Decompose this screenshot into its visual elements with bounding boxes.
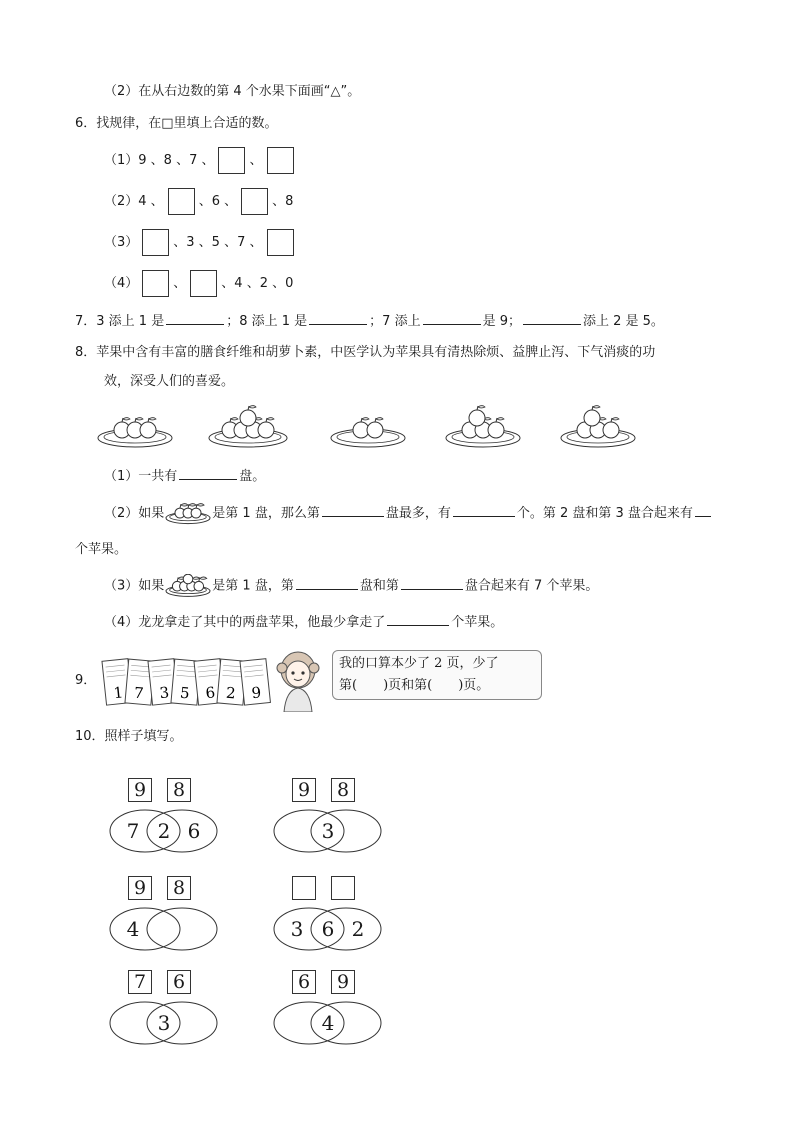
venn-mid-value: 2 — [157, 819, 171, 843]
answer-blank[interactable] — [322, 502, 384, 517]
page-number: 2 — [225, 683, 237, 703]
venn-item — [108, 778, 220, 858]
venn-left-value: 4 — [126, 917, 140, 941]
venn-left-value: 3 — [290, 917, 304, 941]
q8-p3-text-b: 是第 1 盘，第 — [212, 578, 294, 594]
page-number: 9 — [250, 683, 263, 703]
q6-p1-label: （1）9 、8 、7 、 — [104, 153, 215, 168]
notebook-page — [240, 659, 270, 705]
answer-box[interactable] — [142, 270, 169, 297]
q6-part3 — [104, 228, 298, 258]
q8-p2-text-d: 个。第 2 盘和第 3 盘合起来有 — [516, 506, 693, 521]
apple-plates-illustration — [90, 400, 650, 458]
venn-right-value: 6 — [187, 819, 201, 843]
answer-blank[interactable] — [309, 310, 367, 325]
venn-top-box: 6 — [167, 970, 191, 994]
q7-text-c: ；7 添上 — [369, 314, 421, 329]
q7-line — [75, 310, 664, 332]
q8-part2-cont: 个苹果。 — [75, 542, 128, 557]
q7-text-e: 添上 2 是 5。 — [582, 314, 664, 329]
answer-box[interactable] — [168, 188, 195, 215]
page-number: 1 — [112, 683, 125, 703]
q7-text-d: 是 9； — [482, 314, 521, 329]
q6-part1 — [104, 146, 298, 176]
venn-top-box: 8 — [167, 876, 191, 900]
answer-blank[interactable] — [423, 310, 481, 325]
q6-part4 — [104, 269, 293, 299]
bubble-line1: 我的口算本少了 2 页，少了 — [339, 656, 499, 671]
q8-p2-text-a: （2）如果 — [104, 506, 165, 521]
apple-icon — [488, 422, 504, 438]
q8-p4-text-a: （4）龙龙拿走了其中的两盘苹果，他最少拿走了 — [104, 615, 386, 630]
q10-title: 10．照样子填写。 — [75, 729, 183, 744]
q6-p3-label: （3） — [104, 235, 139, 250]
venn-top-box[interactable] — [331, 876, 355, 900]
answer-blank[interactable] — [695, 502, 711, 517]
q8-intro-line1: 8．苹果中含有丰富的膳食纤维和胡萝卜素，中医学认为苹果具有清热除烦、益脾止泻、下气消痰的功 — [75, 345, 656, 360]
q8-part2 — [104, 502, 713, 525]
bubble-line2: 第( )页和第( )页。 — [339, 678, 490, 693]
venn-top-box: 9 — [128, 778, 152, 802]
q7-text-a: 7．3 添上 1 是 — [75, 314, 165, 329]
venn-top-box: 9 — [128, 876, 152, 900]
mini-plate-icon — [164, 574, 212, 598]
q8-p1-text-end: 盘。 — [239, 469, 266, 484]
answer-blank[interactable] — [523, 310, 581, 325]
q8-p2-text-b: 是第 1 盘，那么第 — [212, 506, 320, 521]
girl-icon — [268, 648, 330, 712]
answer-box[interactable] — [142, 229, 169, 256]
page-number: 3 — [158, 683, 171, 703]
q5-part2: （2）在从右边数的第 4 个水果下面画“△”。 — [104, 84, 361, 99]
q8-part1 — [104, 465, 265, 487]
venn-item — [108, 876, 220, 956]
answer-box[interactable] — [267, 147, 294, 174]
venn-mid-value: 6 — [321, 917, 335, 941]
venn-item — [272, 876, 384, 956]
apple-icon — [258, 422, 274, 438]
separator: 、 — [173, 276, 187, 291]
venn-top-box: 8 — [331, 778, 355, 802]
apple-icon — [183, 574, 193, 584]
apple-icon — [240, 410, 256, 426]
venn-top-box: 9 — [331, 970, 355, 994]
venn-right-value: 2 — [351, 917, 365, 941]
q8-p3-text-c: 盘和第 — [359, 578, 399, 594]
answer-box[interactable] — [190, 270, 217, 297]
apple-icon — [140, 422, 156, 438]
venn-item — [272, 970, 384, 1050]
q7-text-b: ；8 添上 1 是 — [226, 314, 308, 329]
venn-mid-value: 3 — [157, 1011, 171, 1035]
notebook-pages-illustration — [100, 650, 272, 710]
apple-icon — [367, 422, 383, 438]
answer-blank[interactable] — [453, 502, 515, 517]
q6-p2-label: （2）4 、 — [104, 194, 164, 209]
q6-part2 — [104, 187, 293, 217]
answer-blank[interactable] — [166, 310, 224, 325]
separator: 、 — [249, 153, 263, 168]
q8-part3 — [104, 574, 598, 598]
venn-top-box: 6 — [292, 970, 316, 994]
q6-p4-label: （4） — [104, 276, 139, 291]
mini-plate-icon — [164, 503, 212, 525]
venn-item — [108, 970, 220, 1050]
venn-mid-value: 3 — [321, 819, 335, 843]
answer-blank[interactable] — [296, 575, 358, 590]
q9-label: 9． — [75, 673, 97, 688]
q8-p3-text-a: （3）如果 — [104, 578, 165, 594]
q6-title: 6．找规律，在□里填上合适的数。 — [75, 116, 278, 131]
q8-p2-text-c: 盘最多，有 — [385, 506, 451, 521]
q6-p4-end: 、4 、2 、0 — [221, 276, 294, 291]
apple-icon — [194, 581, 204, 591]
answer-blank[interactable] — [387, 611, 449, 626]
venn-right-ellipse — [147, 908, 217, 950]
speech-bubble — [332, 650, 542, 700]
page-number: 5 — [179, 683, 191, 703]
answer-box[interactable] — [267, 229, 294, 256]
apple-icon — [191, 508, 201, 518]
venn-top-box[interactable] — [292, 876, 316, 900]
apple-icon — [584, 410, 600, 426]
venn-item — [272, 778, 384, 858]
page-number: 7 — [133, 683, 145, 703]
q8-p3-text-d: 盘合起来有 7 个苹果。 — [464, 578, 599, 594]
q8-part4 — [104, 611, 503, 633]
q6-p2-end: 、8 — [272, 194, 294, 209]
venn-top-box: 9 — [292, 778, 316, 802]
q8-p4-text-b: 个苹果。 — [451, 615, 504, 630]
answer-blank[interactable] — [401, 575, 463, 590]
q6-p3-mid: 、3 、5 、7 、 — [173, 235, 263, 250]
page-number: 6 — [204, 683, 217, 703]
q8-intro-line2: 效，深受人们的喜爱。 — [104, 374, 235, 389]
venn-left-value: 7 — [126, 819, 140, 843]
q8-p1-text: （1）一共有 — [104, 469, 178, 484]
apple-icon — [603, 422, 619, 438]
q6-p2-mid: 、6 、 — [198, 194, 238, 209]
answer-blank[interactable] — [179, 465, 237, 480]
venn-top-box: 8 — [167, 778, 191, 802]
venn-top-box: 7 — [128, 970, 152, 994]
answer-box[interactable] — [241, 188, 268, 215]
apple-icon — [469, 410, 485, 426]
venn-mid-value: 4 — [321, 1011, 335, 1035]
answer-box[interactable] — [218, 147, 245, 174]
